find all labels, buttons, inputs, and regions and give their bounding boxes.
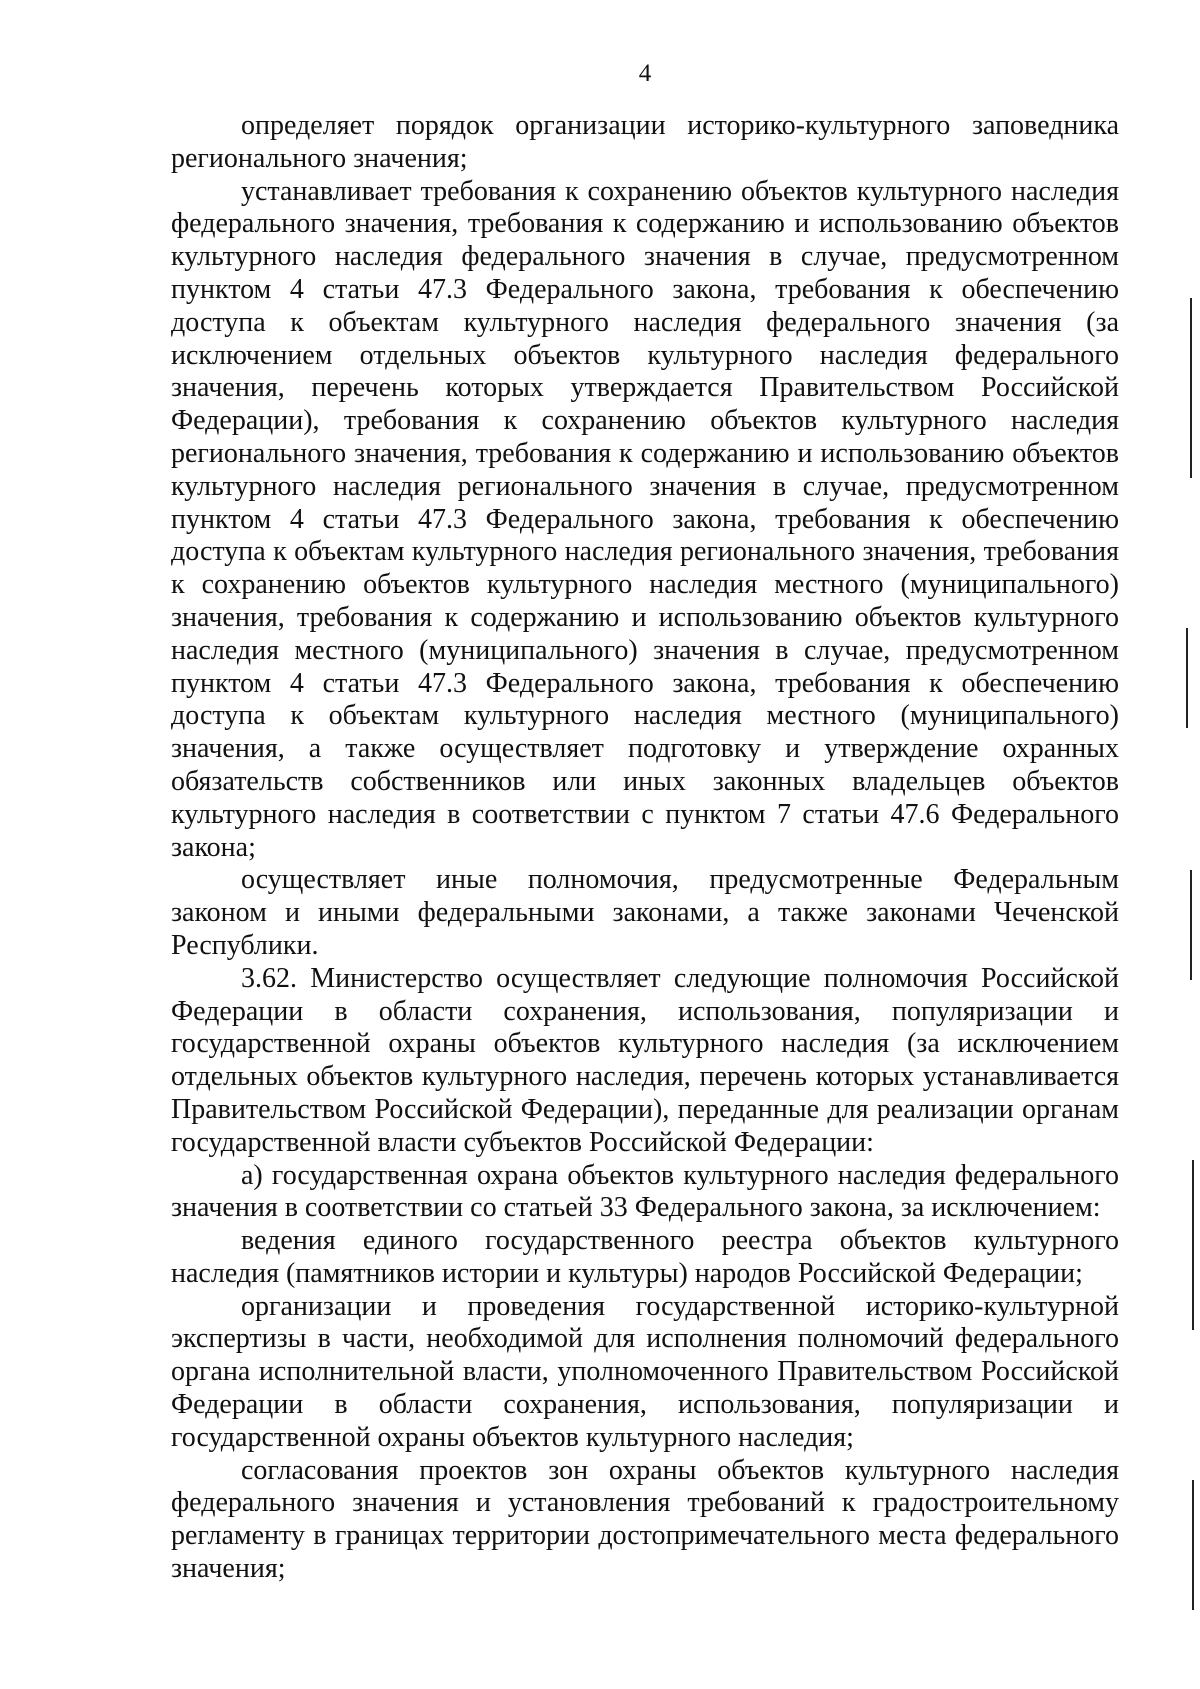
scan-artifact-mark <box>1192 1160 1194 1330</box>
paragraph-item-a: а) государственная охрана объектов культурного наследия федерального значения в соответствии со статьей 33 Федерального закона, за исключением: <box>171 1159 1119 1224</box>
paragraph-preservation-requirements: устанавливает требования к сохранению объектов культурного наследия федерального значения, требования к содержанию и использованию объектов культурного наследия федерального значения в случае, предусмотренном пунктом 4 статьи 47.3 Федерального закона, требования к обеспечению доступа к объектам культурного наследия федерального значения (за исключением отдельных объектов культурного наследия федерального значения, перечень которых утверждается Правительством Российской Федерации), требования к сохранению объектов культурного наследия регионального значения, требования к содержанию и использованию объектов культурного наследия регионального значения в случае, предусмотренном пунктом 4 статьи 47.3 Федерального закона, требования к обеспечению доступа к объектам культурного наследия регионального значения, требования к сохранению объектов культурного наследия местного (муниципального) значения, требования к содержанию и использованию объектов культурного наследия местного (муниципального) значения в случае, предусмотренном пунктом 4 статьи 47.3 Федерального закона, требования к обеспечению доступа к объектам культурного наследия местного (муниципального) значения, а также осуществляет подготовку и утверждение охранных обязательств собственников или иных законных владельцев объектов культурного наследия в соответствии с пунктом 7 статьи 47.6 Федерального закона; <box>171 175 1119 863</box>
paragraph-registry: ведения единого государственного реестра объектов культурного наследия (памятников истории и культуры) народов Российской Федерации; <box>171 1225 1119 1289</box>
document-body <box>171 110 1119 1586</box>
paragraph-historical-reserve: определяет порядок организации историко-культурного заповедника регионального значения; <box>171 110 1119 174</box>
scan-artifact-mark <box>1186 628 1188 728</box>
paragraph-protection-zones: согласования проектов зон охраны объектов культурного наследия федерального значения и установления требований к градостроительному регламенту в границах территории достопримечательного места федерального значения; <box>171 1454 1119 1585</box>
scan-artifact-mark <box>1190 870 1192 980</box>
scan-artifact-mark <box>1192 1480 1194 1610</box>
scan-artifact-mark <box>1190 298 1192 478</box>
paragraph-3-62: 3.62. Министерство осуществляет следующие полномочия Российской Федерации в области сохранения, использования, популяризации и государственной охраны объектов культурного наследия (за исключением отдельных объектов культурного наследия, перечень которых устанавливается Правительством Российской Федерации), переданные для реализации органам государственной власти субъектов Российской Федерации: <box>171 962 1119 1158</box>
paragraph-other-powers: осуществляет иные полномочия, предусмотренные Федеральным законом и иными федеральными законами, а также законами Чеченской Республики. <box>171 864 1119 961</box>
page-number: 4 <box>638 60 652 87</box>
paragraph-expertise: организации и проведения государственной историко-культурной экспертизы в части, необходимой для исполнения полномочий федерального органа исполнительной власти, уполномоченного Правительством Российской Федерации в области сохранения, использования, популяризации и государственной охраны объектов культурного наследия; <box>171 1290 1119 1453</box>
